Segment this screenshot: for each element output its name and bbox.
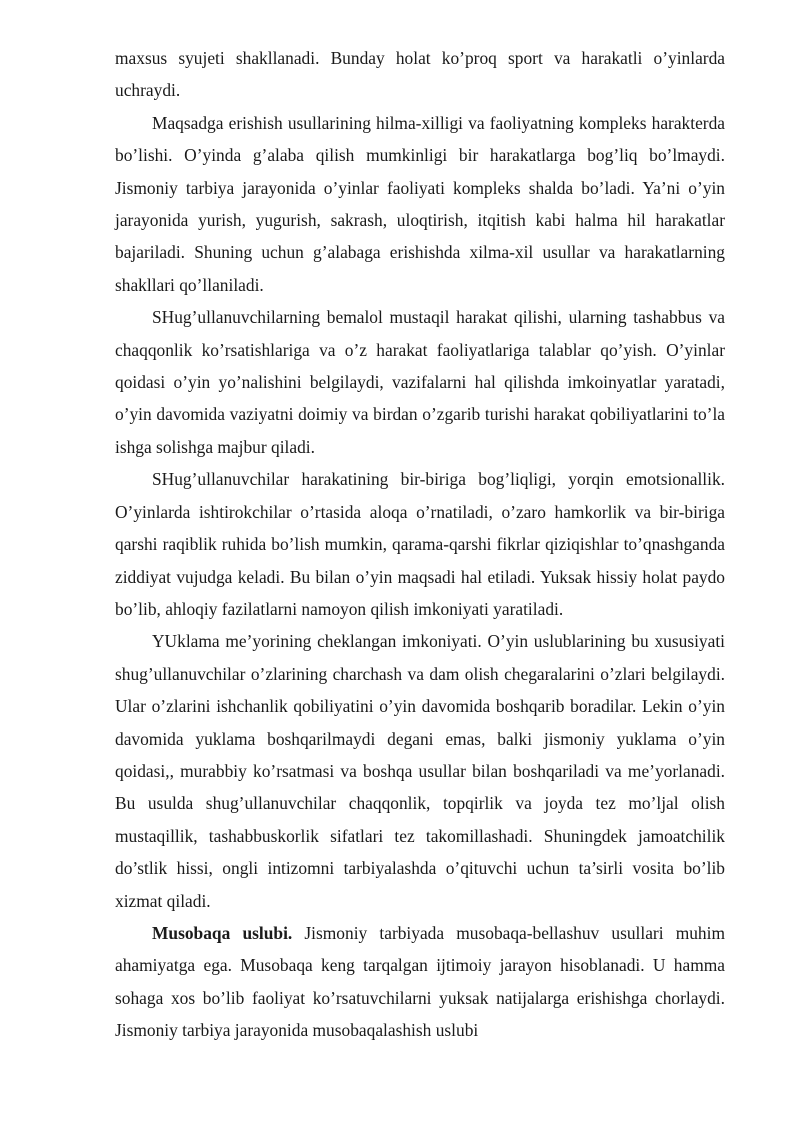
paragraph-competition-method [115,917,725,1047]
paragraph-emotionality: SHug’ullanuvchilar harakatining bir-biriga bog’liqligi, yorqin emotsionallik. O’yinlarda ishtirokchilar o’rtasida aloqa o’rnatiladi, o’zaro hamkorlik va bir-biriga qarshi raqiblik ruhida bo’lish mumkin, qarama-qarshi fikrlar qiziqishlar to’qnashganda ziddiyat vujudga keladi. Bu bilan o’yin maqsadi hal etiladi. Yuksak hissiy holat paydo bo’lib, ahloqiy fazilatlarni namoyon qilish imkoniyati yaratiladi. [115,469,725,619]
paragraph-continuation: maxsus syujeti shakllanadi. Bunday holat ko’proq sport va harakatli o’yinlarda uchraydi. [115,48,725,101]
paragraph-initiative: SHug’ullanuvchilarning bemalol mustaqil harakat qilishi, ularning tashabbus va chaqqonlik ko’rsatishlariga va o’z harakat faoliyatlariga talablar qo’yish. O’yinlar qoidasi o’yin yo’nalishini belgilaydi, vazifalarni hal qilishda imkoinyatlar yaratadi, o’yin davomida vaziyatni doimiy va birdan o’zgarib turishi harakat qobiliyatlarini to’la ishga solishga majbur qiladi. [115,307,725,457]
paragraph-methods-variety: Maqsadga erishish usullarining hilma-xilligi va faoliyatning kompleks harakterda bo’lishi. O’yinda g’alaba qilish mumkinligi bir harakatlarga bog’liq bo’lmaydi. Jismoniy tarbiya jarayonida o’yinlar faoliyati kompleks shalda bo’ladi. Ya’ni o’yin jarayonida yurish, yugurish, sakrash, uloqtirish, itqitish kabi halma hil harakatlar bajariladi. Shuning uchun g’alabaga erishishda xilma-xil usullar va harakatlarning shakllari qo’llaniladi. [115,112,725,295]
paragraph-load-limits: YUklama me’yorining cheklangan imkoniyati. O’yin uslublarining bu xususiyati shug’ullanuvchilar o’zlarining charchash va dam olish chegaralarini o’zlari belgilaydi. Ular o’zlarini ishchanlik qobiliyatini o’yin davomida boshqarib boradilar. Lekin o’yin davomida yuklama boshqarilmaydi degani emas, balki jismoniy yuklama o’yin qoidasi,, murabbiy ko’rsatmasi va boshqa usullar bilan boshqariladi va me’yorlanadi. Bu usulda shug’ullanuvchilar chaqqonlik, topqirlik va joyda tez mo’ljal olish mustaqillik, tashabbuskorlik sifatlari tez takomillashadi. Shuningdek jamoatchilik do’stlik hissi, ongli intizomni tarbiyalashda o’qituvchi uchun ta’sirli vosita bo’lib xizmat qiladi. [115,631,725,911]
paragraph-competition-text: Jismoniy tarbiyada musobaqa-bellashuv usullari muhim ahamiyatga ega. Musobaqa keng tarqalgan ijtimoiy jarayon hisoblanadi. U hamma sohaga xos bo’lib faoliyat ko’rsatuvchilarni yuksak natijalarga erishishga chorlaydi. Jismoniy tarbiya jarayonida musobaqalashish uslubi [115,922,725,1041]
section-heading-competition: Musobaqa uslubi. [152,922,293,943]
document-page [115,42,725,1047]
